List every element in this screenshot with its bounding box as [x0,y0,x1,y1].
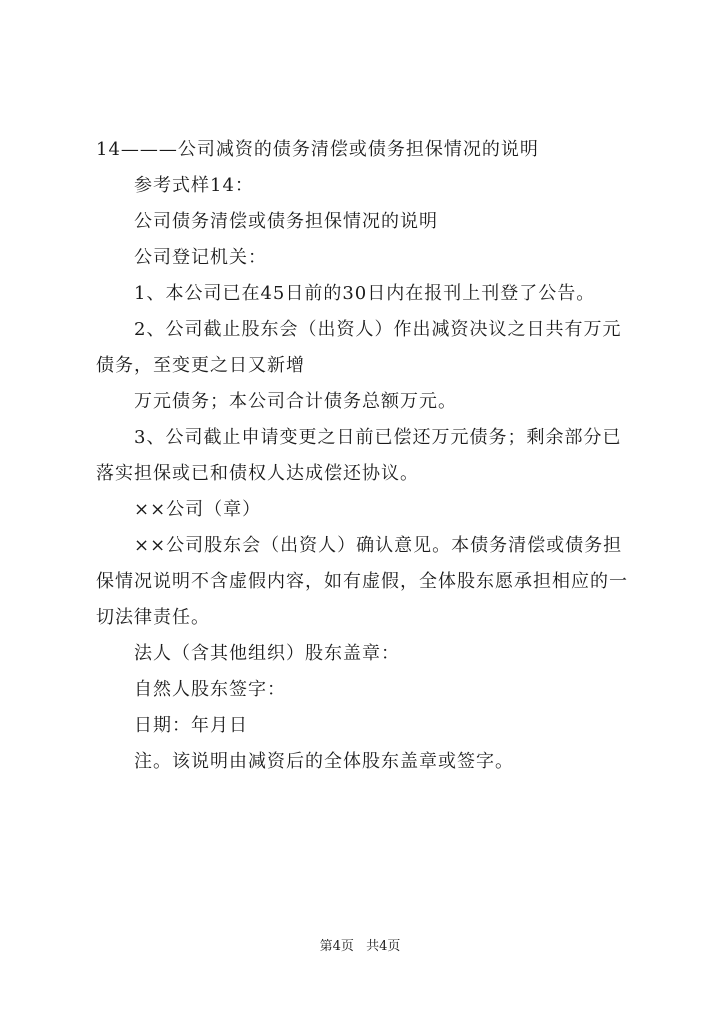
confirmation-line-1: ××公司股东会（出资人）确认意见。本债务清偿或债务担 [134,535,623,556]
paragraph-2-line-3: 万元债务；本公司合计债务总额万元。 [134,391,457,412]
natural-person-signature-line: 自然人股东签字： [134,679,286,700]
page-number: 第4页 [319,939,354,954]
document-body [96,132,656,780]
paragraph-3-line-1: 3、公司截止申请变更之日前已偿还万元债务；剩余部分已 [134,427,622,448]
note-line: 注。该说明由减资后的全体股东盖章或签字。 [134,751,514,772]
paragraph-2-line-1: 2、公司截止股东会（出资人）作出减资决议之日共有万元 [134,319,622,340]
paragraph-3-line-2: 落实担保或已和债权人达成偿还协议。 [96,463,419,484]
date-line: 日期：年月日 [134,715,248,736]
page-total: 共4页 [366,939,401,954]
confirmation-line-2: 保情况说明不含虚假内容，如有虚假，全体股东愿承担相应的一 [96,571,628,592]
addressee: 公司登记机关： [134,247,267,268]
company-seal-line: ××公司（章） [134,499,262,520]
sample-reference: 参考式样14： [134,175,254,196]
document-title: 14———公司减资的债务清偿或债务担保情况的说明 [96,139,539,160]
paragraph-1: 1、本公司已在45日前的30日内在报刊上刊登了公告。 [134,283,596,304]
paragraph-2-line-2: 债务，至变更之日又新增 [96,355,305,376]
page-footer [0,938,720,956]
legal-person-seal-line: 法人（含其他组织）股东盖章： [134,643,400,664]
confirmation-line-3: 切法律责任。 [96,607,210,628]
section-heading: 公司债务清偿或债务担保情况的说明 [134,211,438,232]
